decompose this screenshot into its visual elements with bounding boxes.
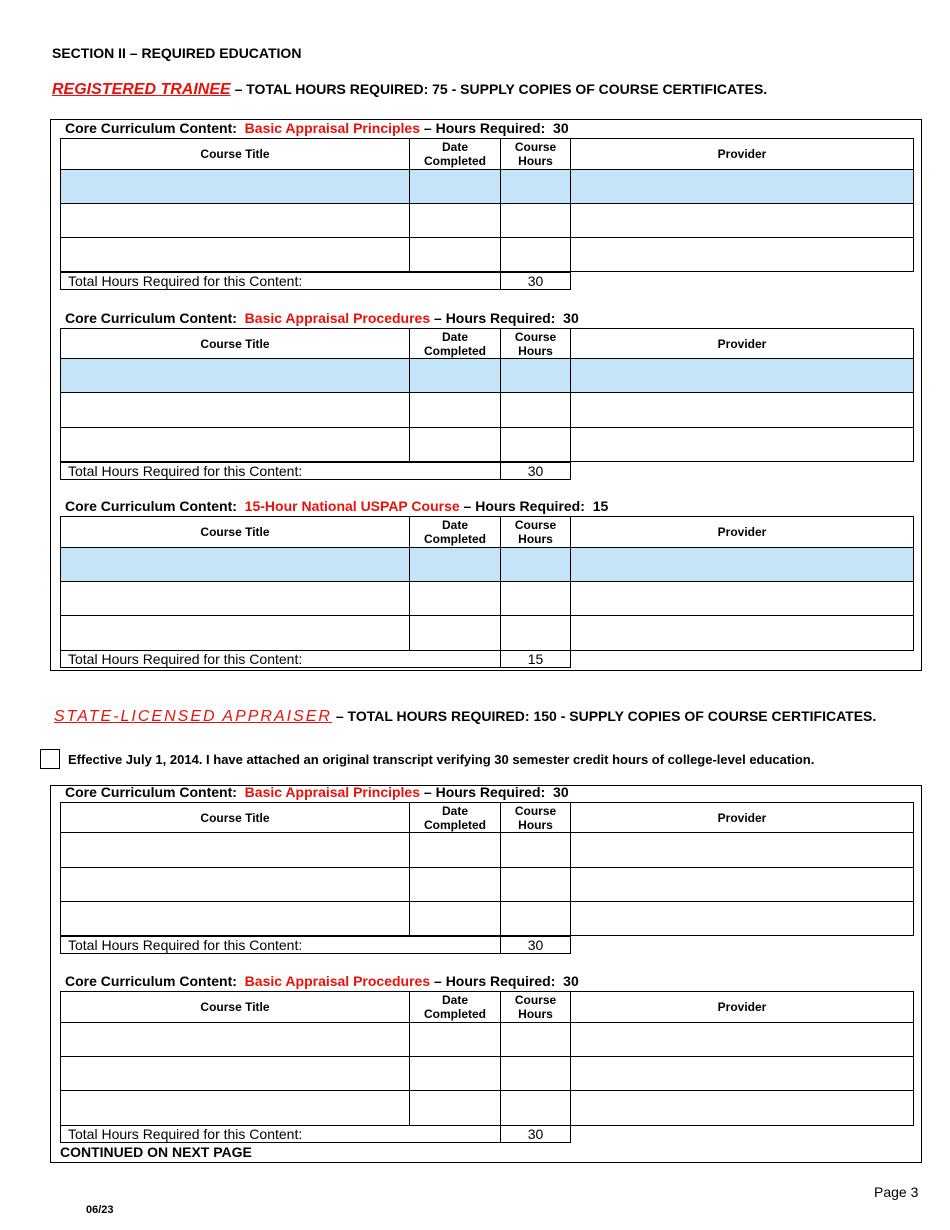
date-completed-field[interactable] — [410, 548, 501, 582]
provider-field[interactable] — [571, 582, 914, 616]
total-hours-label: Total Hours Required for this Content: — [60, 272, 501, 290]
course-hours-field[interactable] — [501, 582, 571, 616]
date-completed-field[interactable] — [410, 1057, 501, 1091]
col-course-hours: Course Hours — [501, 803, 571, 833]
course-title-field[interactable] — [61, 238, 410, 272]
trainee-block-1-table — [60, 138, 914, 272]
provider-field[interactable] — [571, 238, 914, 272]
trainee-requirement: – TOTAL HOURS REQUIRED: 75 - SUPPLY COPIES OF COURSE CERTIFICATES. — [234, 81, 768, 97]
provider-field[interactable] — [571, 1023, 914, 1057]
content-name: Basic Appraisal Principles — [244, 784, 421, 800]
date-completed-field[interactable] — [410, 1023, 501, 1057]
course-hours-field[interactable] — [501, 1023, 571, 1057]
total-hours-value: 30 — [500, 272, 571, 290]
course-hours-field[interactable] — [501, 1057, 571, 1091]
licensed-heading — [54, 708, 876, 726]
total-hours-value: 30 — [500, 462, 571, 480]
content-name: 15-Hour National USPAP Course — [244, 498, 460, 514]
course-title-field[interactable] — [61, 1057, 410, 1091]
course-hours-field[interactable] — [501, 548, 571, 582]
section-heading: SECTION II – REQUIRED EDUCATION — [52, 45, 302, 61]
col-course-title: Course Title — [61, 329, 410, 359]
total-hours-value: 30 — [500, 1125, 571, 1143]
date-completed-field[interactable] — [410, 616, 501, 651]
continued-note: CONTINUED ON NEXT PAGE — [60, 1144, 252, 1160]
trainee-heading — [52, 81, 767, 99]
course-title-field[interactable] — [61, 1023, 410, 1057]
provider-field[interactable] — [571, 170, 914, 204]
col-course-title: Course Title — [61, 803, 410, 833]
provider-field[interactable] — [571, 616, 914, 651]
col-course-hours: Course Hours — [501, 329, 571, 359]
course-hours-field[interactable] — [501, 902, 571, 936]
total-hours-value: 15 — [500, 650, 571, 668]
total-hours-label: Total Hours Required for this Content: — [60, 650, 501, 668]
total-hours-label: Total Hours Required for this Content: — [60, 936, 501, 954]
course-hours-field[interactable] — [501, 204, 571, 238]
date-completed-field[interactable] — [410, 393, 501, 428]
col-provider: Provider — [571, 517, 914, 548]
date-completed-field[interactable] — [410, 868, 501, 902]
col-date-completed: Date Completed — [410, 803, 501, 833]
total-hours-label: Total Hours Required for this Content: — [60, 462, 501, 480]
col-date-completed: Date Completed — [410, 517, 501, 548]
course-title-field[interactable] — [61, 868, 410, 902]
hours-required: 15 — [592, 498, 609, 514]
provider-field[interactable] — [571, 359, 914, 393]
transcript-note: Effective July 1, 2014. I have attached an original transcript verifying 30 semester credit hours of college-level education. — [68, 752, 815, 767]
hours-required: 30 — [553, 120, 569, 136]
page-number: Page 3 — [874, 1184, 919, 1200]
col-date-completed: Date Completed — [410, 329, 501, 359]
provider-field[interactable] — [571, 1057, 914, 1091]
col-provider: Provider — [571, 803, 914, 833]
provider-field[interactable] — [571, 868, 914, 902]
course-hours-field[interactable] — [501, 238, 571, 272]
date-completed-field[interactable] — [410, 170, 501, 204]
hours-required: 30 — [563, 973, 579, 989]
col-date-completed: Date Completed — [410, 992, 501, 1023]
trainee-block-2-table — [60, 328, 914, 462]
course-title-field[interactable] — [61, 833, 410, 868]
licensed-category: STATE-LICENSED APPRAISER — [54, 708, 332, 725]
course-title-field[interactable] — [61, 548, 410, 582]
date-completed-field[interactable] — [410, 238, 501, 272]
trainee-block-1-title: Core Curriculum Content: Basic Appraisal Principles – Hours Required: 30 — [65, 120, 569, 136]
provider-field[interactable] — [571, 548, 914, 582]
course-title-field[interactable] — [61, 428, 410, 462]
course-hours-field[interactable] — [501, 359, 571, 393]
col-course-title: Course Title — [61, 139, 410, 170]
licensed-requirement: – TOTAL HOURS REQUIRED: 150 - SUPPLY COPIES OF COURSE CERTIFICATES. — [335, 708, 877, 724]
date-completed-field[interactable] — [410, 582, 501, 616]
course-title-field[interactable] — [61, 1091, 410, 1126]
course-title-field[interactable] — [61, 393, 410, 428]
course-title-field[interactable] — [61, 582, 410, 616]
trainee-block-3-title: Core Curriculum Content: 15-Hour National USPAP Course – Hours Required: 15 — [65, 498, 609, 514]
date-completed-field[interactable] — [410, 833, 501, 868]
col-provider: Provider — [571, 329, 914, 359]
total-hours-value: 30 — [500, 936, 571, 954]
course-hours-field[interactable] — [501, 170, 571, 204]
col-course-hours: Course Hours — [501, 517, 571, 548]
hours-required: 30 — [563, 310, 579, 326]
course-title-field[interactable] — [61, 616, 410, 651]
provider-field[interactable] — [571, 833, 914, 868]
date-completed-field[interactable] — [410, 359, 501, 393]
hours-required: 30 — [553, 784, 569, 800]
course-title-field[interactable] — [61, 359, 410, 393]
date-completed-field[interactable] — [410, 1091, 501, 1126]
course-title-field[interactable] — [61, 204, 410, 238]
content-name: Basic Appraisal Procedures — [244, 973, 431, 989]
col-course-title: Course Title — [61, 992, 410, 1023]
course-title-field[interactable] — [61, 170, 410, 204]
licensed-block-2-table — [60, 991, 914, 1126]
trainee-block-3-table — [60, 516, 914, 651]
provider-field[interactable] — [571, 393, 914, 428]
total-hours-label: Total Hours Required for this Content: — [60, 1125, 501, 1143]
course-hours-field[interactable] — [501, 1091, 571, 1126]
course-hours-field[interactable] — [501, 428, 571, 462]
licensed-block-1-title: Core Curriculum Content: Basic Appraisal Principles – Hours Required: 30 — [65, 784, 569, 800]
provider-field[interactable] — [571, 428, 914, 462]
transcript-checkbox[interactable] — [40, 749, 60, 769]
course-hours-field[interactable] — [501, 868, 571, 902]
date-completed-field[interactable] — [410, 902, 501, 936]
course-hours-field[interactable] — [501, 393, 571, 428]
course-hours-field[interactable] — [501, 833, 571, 868]
provider-field[interactable] — [571, 1091, 914, 1126]
date-completed-field[interactable] — [410, 204, 501, 238]
trainee-block-2-title: Core Curriculum Content: Basic Appraisal Procedures – Hours Required: 30 — [65, 310, 579, 326]
date-completed-field[interactable] — [410, 428, 501, 462]
col-course-hours: Course Hours — [501, 139, 571, 170]
col-course-title: Course Title — [61, 517, 410, 548]
col-provider: Provider — [571, 139, 914, 170]
content-name: Basic Appraisal Procedures — [244, 310, 431, 326]
provider-field[interactable] — [571, 204, 914, 238]
course-title-field[interactable] — [61, 902, 410, 936]
trainee-category: REGISTERED TRAINEE — [52, 81, 231, 98]
col-date-completed: Date Completed — [410, 139, 501, 170]
course-hours-field[interactable] — [501, 616, 571, 651]
licensed-block-1-table — [60, 802, 914, 936]
col-provider: Provider — [571, 992, 914, 1023]
content-name: Basic Appraisal Principles — [244, 120, 421, 136]
col-course-hours: Course Hours — [501, 992, 571, 1023]
revision-date: 06/23 — [86, 1204, 114, 1216]
licensed-block-2-title: Core Curriculum Content: Basic Appraisal Procedures – Hours Required: 30 — [65, 973, 579, 989]
provider-field[interactable] — [571, 902, 914, 936]
